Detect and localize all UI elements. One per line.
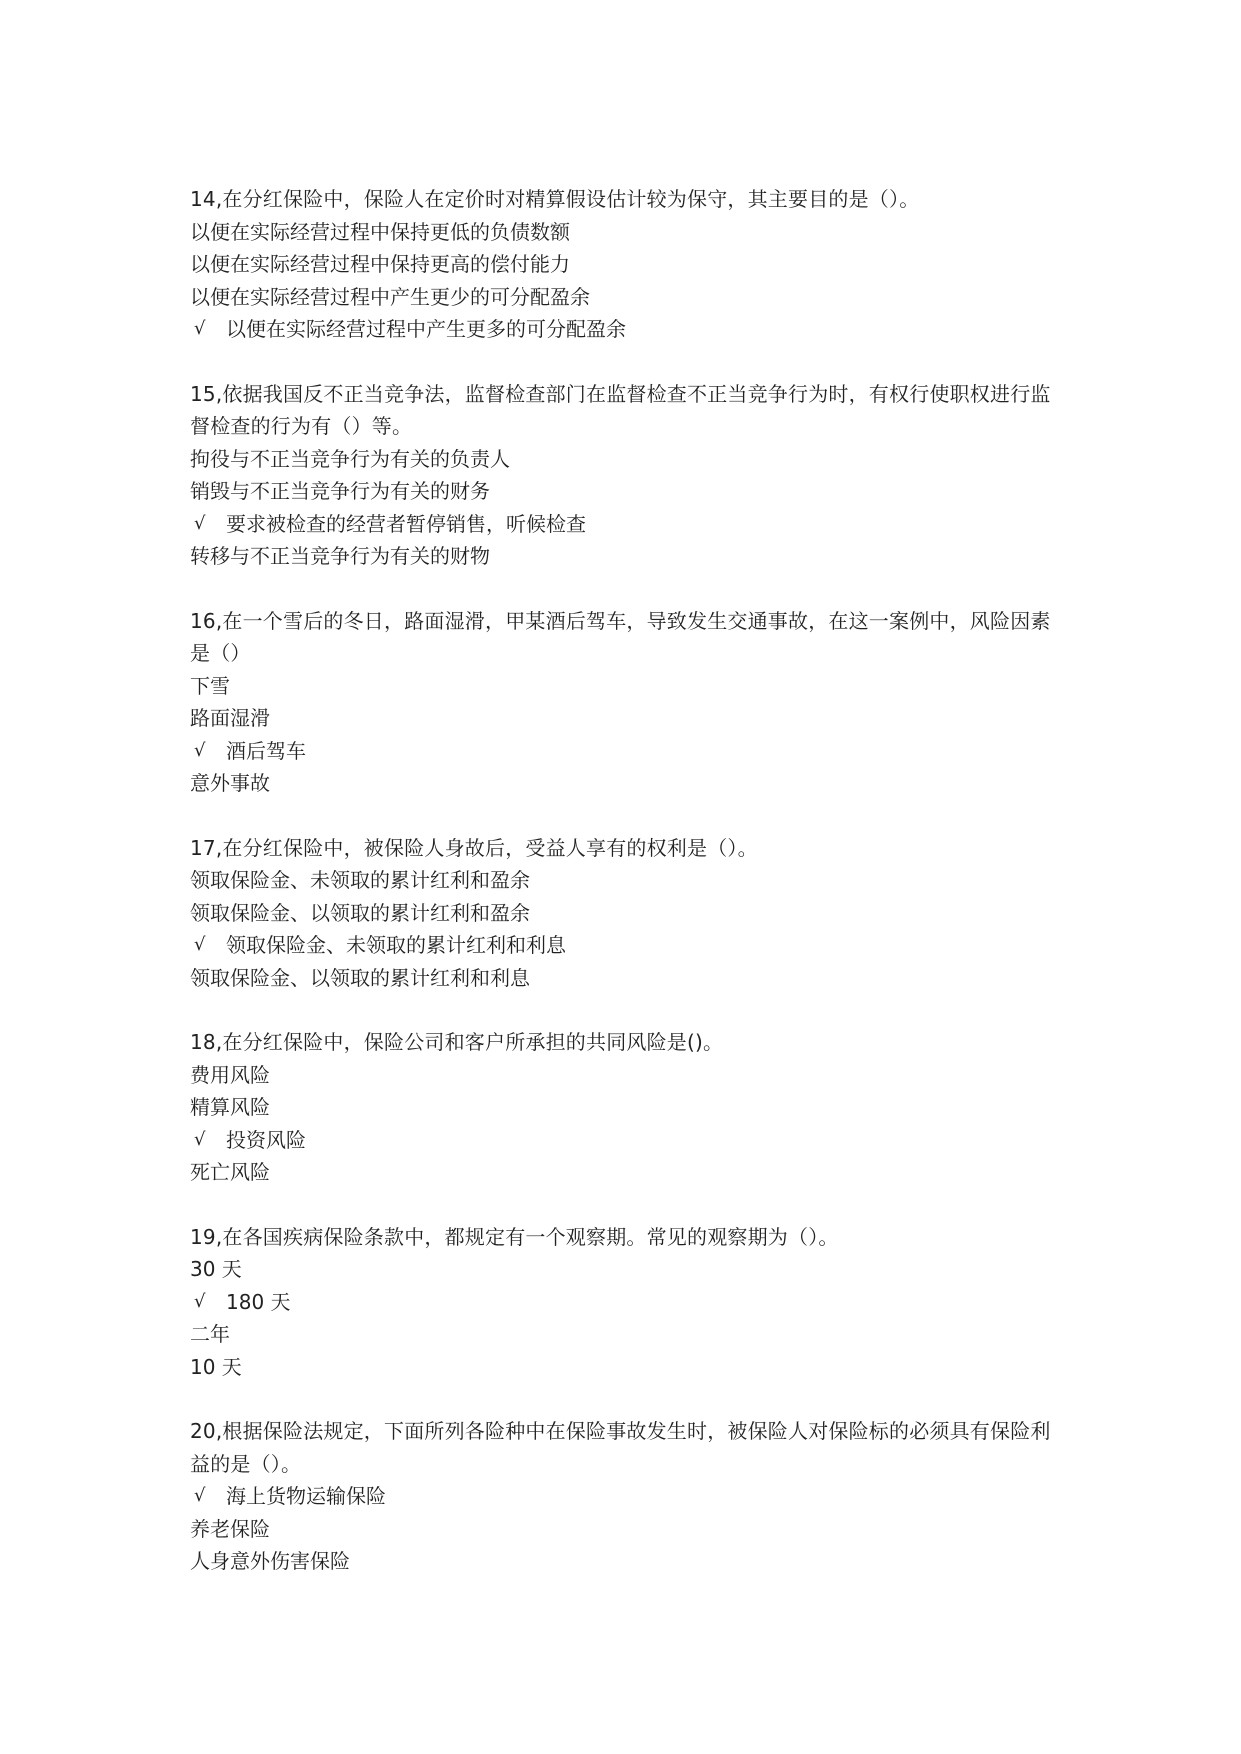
question-block xyxy=(190,1221,1070,1384)
answer-option-label: 酒后驾车 xyxy=(226,738,306,763)
answer-option xyxy=(190,897,1070,930)
question-text: 18,在分红保险中，保险公司和客户所承担的共同风险是()。 xyxy=(190,1030,724,1054)
question-text: 14,在分红保险中，保险人在定价时对精算假设估计较为保守，其主要目的是（）。 xyxy=(190,187,920,211)
answer-option-label: 转移与不正当竞争行为有关的财物 xyxy=(190,544,490,568)
answer-option xyxy=(190,767,1070,800)
answer-option-label: 以便在实际经营过程中保持更低的负债数额 xyxy=(190,219,570,244)
answer-option xyxy=(190,1513,1070,1546)
answer-option-label: 领取保险金、未领取的累计红利和利息 xyxy=(226,933,566,957)
answer-option-label: 死亡风险 xyxy=(190,1160,270,1184)
checkmark-icon: √ xyxy=(194,1290,206,1312)
answer-option-label: 意外事故 xyxy=(190,771,270,795)
answer-option-correct xyxy=(190,1124,1070,1157)
answer-option xyxy=(190,962,1070,995)
answer-option-label: 二年 xyxy=(190,1322,230,1346)
answer-option-label: 领取保险金、以领取的累计红利和盈余 xyxy=(190,900,530,925)
answer-option xyxy=(190,1253,1070,1286)
answer-option-correct xyxy=(190,1286,1070,1319)
answer-option xyxy=(190,1318,1070,1351)
question-block xyxy=(190,378,1070,573)
question-text: 17,在分红保险中，被保险人身故后，受益人享有的权利是（）。 xyxy=(190,835,758,860)
answer-option xyxy=(190,281,1070,314)
answer-option-label: 以便在实际经营过程中产生更少的可分配盈余 xyxy=(190,284,590,309)
answer-option-label: 要求被检查的经营者暂停销售，听候检查 xyxy=(226,511,586,536)
question-block xyxy=(190,1026,1070,1189)
answer-option xyxy=(190,702,1070,735)
answer-option-correct xyxy=(190,929,1070,962)
answer-option-correct xyxy=(190,735,1070,768)
answer-option-label: 路面湿滑 xyxy=(190,706,270,730)
question-block xyxy=(190,832,1070,995)
answer-option-label: 海上货物运输保险 xyxy=(226,1484,386,1508)
question-block xyxy=(190,1415,1070,1578)
answer-option-correct xyxy=(190,1480,1070,1513)
answer-option xyxy=(190,540,1070,573)
answer-option-label: 以便在实际经营过程中产生更多的可分配盈余 xyxy=(226,317,626,341)
question-text: 20,根据保险法规定，下面所列各险种中在保险事故发生时，被保险人对保险标的必须具有保险利益的是（）。 xyxy=(190,1419,1051,1476)
question-list xyxy=(190,183,1070,1610)
answer-option-label: 拘役与不正当竞争行为有关的负责人 xyxy=(190,446,510,471)
answer-option-correct xyxy=(190,313,1070,346)
checkmark-icon: √ xyxy=(194,512,206,534)
answer-option xyxy=(190,475,1070,508)
answer-option xyxy=(190,1059,1070,1092)
answer-option-label: 下雪 xyxy=(190,673,230,698)
answer-option-label: 领取保险金、未领取的累计红利和盈余 xyxy=(190,868,530,892)
answer-option-label: 10 天 xyxy=(190,1354,242,1379)
question-text: 15,依据我国反不正当竞争法，监督检查部门在监督检查不正当竞争行为时，有权行使职权进行监督检查的行为有（）等。 xyxy=(190,381,1051,438)
answer-option xyxy=(190,1351,1070,1384)
answer-option-label: 养老保险 xyxy=(190,1516,270,1541)
answer-option-label: 以便在实际经营过程中保持更高的偿付能力 xyxy=(190,252,570,276)
checkmark-icon: √ xyxy=(194,318,206,339)
answer-option xyxy=(190,248,1070,281)
answer-option xyxy=(190,670,1070,703)
answer-option xyxy=(190,1545,1070,1578)
answer-option xyxy=(190,1156,1070,1189)
answer-option-label: 费用风险 xyxy=(190,1062,270,1087)
answer-option-label: 销毁与不正当竞争行为有关的财务 xyxy=(190,479,490,503)
answer-option xyxy=(190,1091,1070,1124)
answer-option-label: 精算风险 xyxy=(190,1095,270,1119)
checkmark-icon: √ xyxy=(194,934,206,955)
answer-option-label: 领取保险金、以领取的累计红利和利息 xyxy=(190,965,530,990)
answer-option xyxy=(190,216,1070,249)
checkmark-icon: √ xyxy=(194,1128,206,1150)
checkmark-icon: √ xyxy=(194,1485,206,1506)
answer-option-label: 180 天 xyxy=(226,1289,291,1314)
answer-option-label: 人身意外伤害保险 xyxy=(190,1549,350,1573)
answer-option-correct xyxy=(190,508,1070,541)
question-block xyxy=(190,183,1070,346)
answer-option-label: 30 天 xyxy=(190,1257,242,1281)
answer-option xyxy=(190,864,1070,897)
answer-option xyxy=(190,443,1070,476)
question-text: 16,在一个雪后的冬日，路面湿滑，甲某酒后驾车，导致发生交通事故，在这一案例中，风险因素是（） xyxy=(190,608,1051,665)
answer-option-label: 投资风险 xyxy=(226,1127,306,1152)
question-text: 19,在各国疾病保险条款中，都规定有一个观察期。常见的观察期为（）。 xyxy=(190,1224,839,1249)
question-block xyxy=(190,605,1070,800)
checkmark-icon: √ xyxy=(194,739,206,761)
